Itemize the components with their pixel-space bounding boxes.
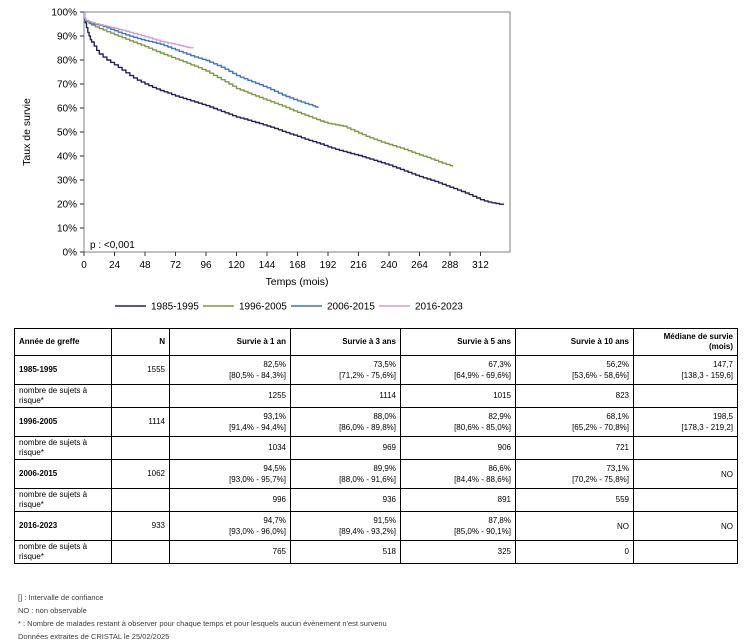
empty-cell [112,385,170,408]
at-risk-row-1985-1995 [15,385,738,408]
x-tick-label: 72 [169,260,182,271]
risk-label-cell: nombre de sujets à risque* [15,385,112,408]
x-tick-label: 288 [441,260,459,271]
survival-cell: 82,9% [80,6% - 85,0%] [401,408,516,437]
y-tick-label: 70% [56,79,77,91]
empty-cell [112,541,170,564]
y-tick-label: 80% [56,55,77,67]
risk-count-cell: 891 [401,489,516,512]
empty-cell [112,437,170,460]
table-row-2016-2023 [15,512,738,541]
n-cell: 933 [112,512,170,541]
x-tick-label: 48 [139,260,151,271]
risk-count-cell: 518 [291,541,401,564]
survival-cell: 73,1% [70,2% - 75,8%] [516,460,634,489]
survival-cell: 93,1% [91,4% - 94,4%] [170,408,291,437]
empty-cell [634,489,738,512]
plot-border [84,12,510,252]
risk-count-cell: 969 [291,437,401,460]
survival-curve-2016-2023 [84,12,193,48]
survival-cell: 56,2% [53,6% - 58,6%] [516,356,634,385]
x-tick-label: 24 [108,260,121,271]
risk-count-cell: 823 [516,385,634,408]
period-cell: 2006-2015 [15,460,112,489]
survival-cell: 86,6% [84,4% - 88,6%] [401,460,516,489]
table-header-cell: Survie à 3 ans [291,329,401,356]
table-header-cell: Médiane de survie (mois) [634,329,738,356]
table-row-1985-1995 [15,356,738,385]
median-cell: 198,5 [178,3 - 219,2] [634,408,738,437]
table-row-1996-2005 [15,408,738,437]
survival-cell: 82,5% [80,5% - 84,3%] [170,356,291,385]
y-tick-label: 20% [56,199,77,211]
survival-cell: NO [516,512,634,541]
survival-cell: 89,9% [88,0% - 91,6%] [291,460,401,489]
empty-cell [634,541,738,564]
y-axis-title: Taux de survie [21,98,33,166]
x-tick-label: 0 [81,260,87,271]
legend-label-1996-2005: 1996-2005 [239,301,287,313]
median-cell: NO [634,512,738,541]
risk-count-cell: 996 [170,489,291,512]
x-tick-label: 120 [228,260,245,271]
y-tick-label: 90% [56,31,77,43]
table-section [14,328,737,564]
legend-label-1985-1995: 1985-1995 [151,301,199,313]
y-tick-label: 100% [51,7,77,19]
footnotes [18,591,738,643]
footnote-at-risk-definition: * : Nombre de malades restant à observer pour chaque temps et pour lesquels aucun évènement n'est survenu [18,619,387,628]
survival-cell: 68,1% [65,2% - 70,8%] [516,408,634,437]
legend-label-2006-2015: 2006-2015 [327,301,375,313]
period-cell: 1996-2005 [15,408,112,437]
risk-label-cell: nombre de sujets à risque* [15,541,112,564]
median-cell: NO [634,460,738,489]
median-cell: 147,7 [138,3 - 159,6] [634,356,738,385]
x-tick-label: 192 [319,260,337,271]
risk-count-cell: 559 [516,489,634,512]
risk-count-cell: 1015 [401,385,516,408]
risk-count-cell: 0 [516,541,634,564]
risk-count-cell: 721 [516,437,634,460]
y-tick-label: 50% [56,127,77,139]
empty-cell [634,385,738,408]
footnote-confidence-interval: [] : Intervalle de confiance [18,593,104,602]
legend-label-2016-2023: 2016-2023 [415,301,463,313]
risk-label-cell: nombre de sujets à risque* [15,489,112,512]
at-risk-row-1996-2005 [15,437,738,460]
x-tick-label: 240 [380,260,398,271]
x-tick-label: 312 [472,260,489,271]
x-tick-label: 96 [200,260,212,271]
table-header-cell: Survie à 5 ans [401,329,516,356]
y-tick-label: 40% [56,151,77,163]
period-cell: 2016-2023 [15,512,112,541]
y-tick-label: 0% [62,247,77,259]
at-risk-row-2006-2015 [15,489,738,512]
table-header-cell: Année de greffe [15,329,112,356]
at-risk-row-2016-2023 [15,541,738,564]
x-axis-title: Temps (mois) [265,276,329,288]
table-header-cell: Survie à 10 ans [516,329,634,356]
y-tick-label: 60% [56,103,77,115]
risk-count-cell: 906 [401,437,516,460]
y-tick-label: 10% [56,223,77,235]
p-value-label: p : <0,001 [90,240,135,251]
survival-cell: 94,7% [93,0% - 96,0%] [170,512,291,541]
risk-count-cell: 325 [401,541,516,564]
empty-cell [112,489,170,512]
risk-count-cell: 1034 [170,437,291,460]
risk-count-cell: 936 [291,489,401,512]
risk-count-cell: 1255 [170,385,291,408]
table-header-cell: Survie à 1 an [170,329,291,356]
survival-cell: 67,3% [64,9% - 69,6%] [401,356,516,385]
table-row-2006-2015 [15,460,738,489]
risk-label-cell: nombre de sujets à risque* [15,437,112,460]
x-tick-label: 144 [258,260,276,271]
period-cell: 1985-1995 [15,356,112,385]
x-tick-label: 264 [411,260,428,271]
survival-cell: 87,8% [85,0% - 90,1%] [401,512,516,541]
footnote-data-source: Données extraites de CRISTAL le 25/02/2025 [18,632,170,641]
n-cell: 1555 [112,356,170,385]
n-cell: 1062 [112,460,170,489]
survival-cell: 88,0% [86,0% - 89,8%] [291,408,401,437]
survival-cell: 91,5% [89,4% - 93,2%] [291,512,401,541]
survival-cell: 94,5% [93,0% - 95,7%] [170,460,291,489]
table-header-cell: N [112,329,170,356]
y-tick-label: 30% [56,175,77,187]
n-cell: 1114 [112,408,170,437]
risk-count-cell: 765 [170,541,291,564]
survival-curve-2006-2015 [84,12,318,108]
risk-count-cell: 1114 [291,385,401,408]
table-header-row [15,329,738,356]
x-tick-label: 168 [289,260,306,271]
x-tick-label: 216 [350,260,367,271]
empty-cell [634,437,738,460]
footnote-not-observable: NO : non observable [18,606,87,615]
results-table [14,328,738,564]
survival-cell: 73,5% [71,2% - 75,6%] [291,356,401,385]
